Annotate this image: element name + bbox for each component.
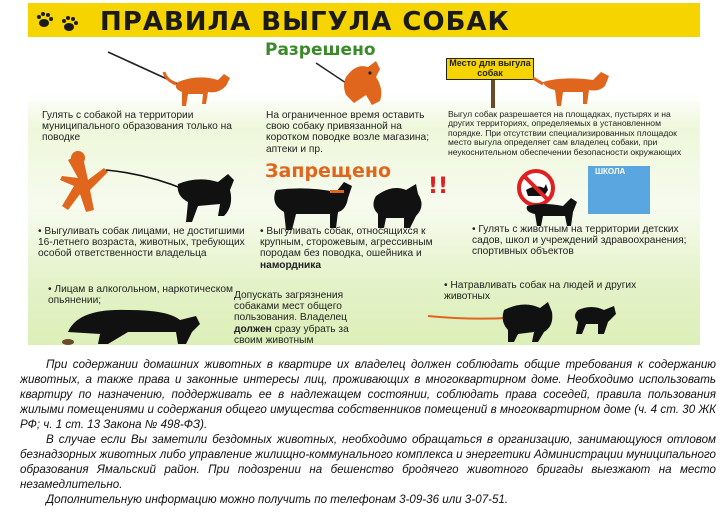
- paragraph-stray-animals: В случае если Вы заметили бездомных животных, необходимо обращаться в организацию, занимающуюся отловом безнадзорных животных либо управление жилищно-коммунального комплекса и энергетики Администрации муниципального образования Ямальский район. При подозрении на бешенство бродячего животного бригады выезжают на место незамедлительно.: [20, 433, 716, 491]
- forbidden-caption-school: • Гулять с животным на территории детских садов, школ и учреждений здравоохранения; спортивных объектов: [472, 224, 687, 258]
- must-word: должен: [234, 323, 272, 335]
- dog-at-area-illustration: [533, 62, 633, 112]
- forbidden-text-intoxicated: Лицам в алкогольном, наркотическом опьянении;: [48, 284, 233, 307]
- forbidden-caption-large-dogs: • Выгуливать собак, относящихся к крупным, сторожевым, агрессивным породам без поводка, ошейника и намордника: [260, 226, 433, 271]
- poster-title: ПРАВИЛА ВЫГУЛА СОБАК: [100, 7, 510, 37]
- forbidden-text-pollution-tail: сразу убрать за своим животным: [234, 323, 349, 346]
- rules-poster: [28, 0, 700, 345]
- school-label: ШКОЛА: [595, 167, 626, 176]
- forbidden-text-large-dogs: Выгуливать собак, относящихся к крупным, сторожевым, агрессивным породам без поводка, ошейника и: [260, 226, 433, 260]
- forbidden-caption-minors: • Выгуливать собак лицами, не достигшими 16-летнего возраста, животных, требующих особой ответственности владельца: [38, 226, 245, 260]
- forbidden-text-school: Гулять с животным на территории детских садов, школ и учреждений здравоохранения; спортивных объектов: [472, 224, 687, 258]
- dog-walking-area-sign: Место для выгула собак: [446, 58, 534, 80]
- dog-pooping-illustration: [48, 298, 218, 346]
- allowed-caption-tied: На ограниченное время оставить свою собаку привязанной на коротком поводке возле магазина; аптеки и пр.: [266, 110, 430, 155]
- paragraph-contacts: Дополнительную информацию можно получить по телефонам 3-09-36 или 3-07-51.: [46, 493, 509, 506]
- dog-on-leash-illustration: [108, 52, 238, 112]
- warning-exclamation: !!: [428, 174, 449, 199]
- sign-post-illustration: [483, 78, 503, 108]
- rules-text: [20, 357, 716, 507]
- allowed-caption-leash: Гулять с собакой на территории муниципального образования только на поводке: [42, 110, 232, 144]
- muzzle-word: намордника: [260, 259, 322, 271]
- allowed-header: Разрешено: [265, 40, 376, 60]
- forbidden-caption-intoxicated: • Лицам в алкогольном, наркотическом опьянении;: [48, 284, 233, 307]
- forbidden-header: Запрещено: [265, 160, 392, 182]
- forbidden-text-pollution: Допускать загрязнения собаками мест общего пользования. Владелец: [234, 290, 348, 324]
- large-dogs-illustration: [266, 174, 449, 232]
- forbidden-text-minors: Выгуливать собак лицами, не достигшими 16-летнего возраста, животных, требующих особой ответственности владельца: [38, 226, 245, 260]
- paw-prints-icon: [34, 7, 84, 35]
- tied-dog-illustration: [306, 55, 396, 115]
- forbidden-text-attack: Натравливать собак на людей и других животных: [444, 280, 637, 303]
- allowed-caption-area: Выгул собак разрешается на площадках, пустырях и на других территориях, определяемых в установленном порядке. При отсутствии специализированных площадок место выгула определяет сам владелец собаки, при неукоснительном обеспечении безопасности окружающих: [448, 109, 682, 157]
- forbidden-caption-pollution: [234, 290, 374, 346]
- child-walking-dog-illustration: [38, 150, 248, 226]
- forbidden-caption-attack: • Натравливать собак на людей и других животных: [444, 280, 637, 303]
- dog-attack-illustration: [428, 296, 668, 344]
- paragraph-owner-duties: При содержании домашних животных в квартире их владелец должен соблюдать общие требования к содержанию животных, а также права и законные интересы лиц, проживающих в многоквартирном доме. Необходимо использовать квартиру по назначению, поддерживать ее в надлежащем состоянии, соблюдать права соседей, правила пользования жилыми помещениями и содержания общего имущества собственников помещений в многоквартирном доме (ч. 4 ст. 30 ЖК РФ; ч. 1 ст. 13 Закона № 498-ФЗ).: [20, 358, 716, 431]
- poster-banner: [28, 3, 700, 37]
